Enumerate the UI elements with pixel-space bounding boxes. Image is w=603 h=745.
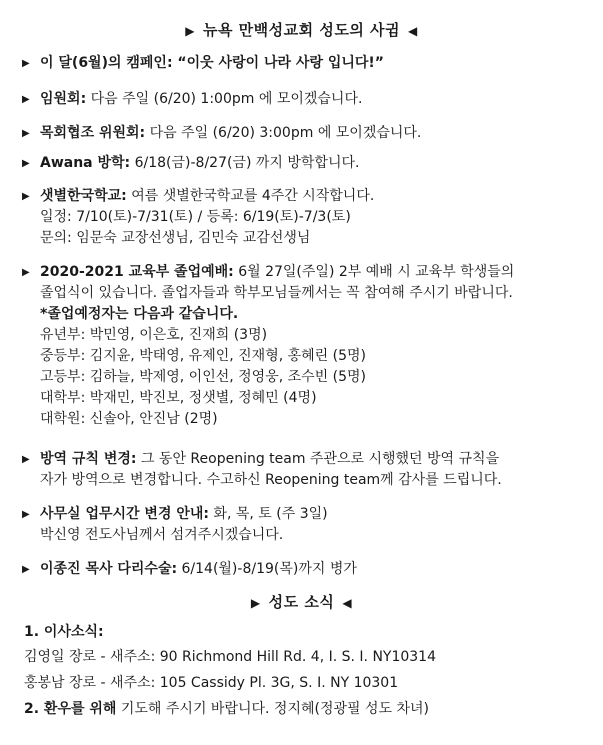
bullet-icon: ▶ [22,564,30,575]
announcement-pastoral-committee [22,123,592,144]
announcement-text: 다음 주일 (6/20) 1:00pm 에 모이겠습니다. [86,91,363,107]
bullet-icon: ▶ [22,128,30,139]
moving-news-label: 1. 이사소식: [24,624,104,640]
section-heading-fellowship [0,20,603,42]
prayer-request [24,699,594,720]
announcement-label: 사무실 업무시간 변경 안내: [40,506,209,522]
announcement-graduation [22,262,592,430]
bullet-icon: ▶ [22,509,30,520]
graduates-heading: *졸업예정자는 다음과 같습니다. [40,306,239,322]
announcement-label: 샛별한국학교: [40,188,127,204]
announcement-label: 목회협조 위원회: [40,125,146,141]
announcement-continuation: 자가 방역으로 변경합니다. 수고하신 Reopening team께 감사를 드립니다. [40,472,502,488]
prayer-label: 2. 환우를 위해 [24,701,117,717]
bullet-icon: ▶ [22,158,30,169]
bullet-icon: ▶ [22,191,30,202]
graduates-graduate: 대학원: 신솔아, 안진남 (2명) [40,411,218,427]
announcement-korean-school [22,186,592,249]
announcement-campaign [22,53,592,74]
section-title: 뉴욕 만백성교회 성도의 사귐 [202,21,401,39]
announcement-continuation: 박신영 전도사님께서 섬겨주시겠습니다. [40,527,284,543]
announcement-surgery [22,559,592,580]
announcement-label: 2020-2021 교육부 졸업예배: [40,264,234,280]
announcement-continuation: 졸업식이 있습니다. 졸업자들과 학부모님들께서는 꼭 참여해 주시기 바랍니다. [40,285,513,301]
moving-news-item: 홍봉남 장로 - 새주소: 105 Cassidy Pl. 3G, S. I. NY 10301 [24,675,399,691]
announcement-board-meeting [22,89,592,110]
graduates-college: 대학부: 박재민, 박진보, 정샛별, 정혜민 (4명) [40,390,317,406]
announcement-awana [22,153,592,174]
right-triangle-icon: ▶ [185,24,195,38]
section-heading-news [0,592,603,614]
bullet-icon: ▶ [22,94,30,105]
announcement-label: 임원회: [40,91,87,107]
bullet-icon: ▶ [22,58,30,69]
prayer-text: 기도해 주시기 바랍니다. 정지혜(정광필 성도 차녀) [116,701,429,717]
announcement-text: 6월 27일(주일) 2부 예배 시 교육부 학생들의 [233,264,515,280]
moving-news-item: 김영일 장로 - 새주소: 90 Richmond Hill Rd. 4, I. S. I. NY10314 [24,649,437,665]
graduates-high: 고등부: 김하늘, 박제영, 이인선, 정영웅, 조수빈 (5명) [40,369,367,385]
announcement-text: 그 동안 Reopening team 주관으로 시행했던 방역 규칙을 [136,451,500,467]
section-title: 성도 소식 [268,593,335,611]
announcement-office-hours [22,504,592,546]
bullet-icon: ▶ [22,454,30,465]
announcement-text: 화, 목, 토 (주 3일) [208,506,328,522]
announcement-label: 이종진 목사 다리수술: [40,561,178,577]
announcement-quarantine [22,449,592,491]
left-triangle-icon: ◀ [342,596,353,610]
announcement-text: 다음 주일 (6/20) 3:00pm 에 모이겠습니다. [145,125,422,141]
left-triangle-icon: ◀ [408,24,418,38]
graduates-middle: 중등부: 김지윤, 박태영, 유제인, 진재형, 홍혜린 (5명) [40,348,367,364]
announcement-text: 여름 샛별한국학교를 4주간 시작합니다. [126,188,375,204]
bullet-icon: ▶ [22,267,30,278]
contact-line: 문의: 임문숙 교장선생님, 김민숙 교감선생님 [40,230,311,246]
announcement-label: 이 달(6월)의 캠페인: “이웃 사랑이 나라 사랑 입니다!” [40,55,384,71]
graduates-elementary: 유년부: 박민영, 이은호, 진재희 (3명) [40,327,268,343]
right-triangle-icon: ▶ [250,596,261,610]
announcement-label: 방역 규칙 변경: [40,451,137,467]
announcement-text: 6/14(월)-8/19(목)까지 병가 [177,561,357,577]
announcement-label: Awana 방학: [40,155,131,171]
schedule-line: 일정: 7/10(토)-7/31(토) / 등록: 6/19(토)-7/3(토) [40,209,351,225]
announcement-text: 6/18(금)-8/27(금) 까지 방학합니다. [130,155,360,171]
